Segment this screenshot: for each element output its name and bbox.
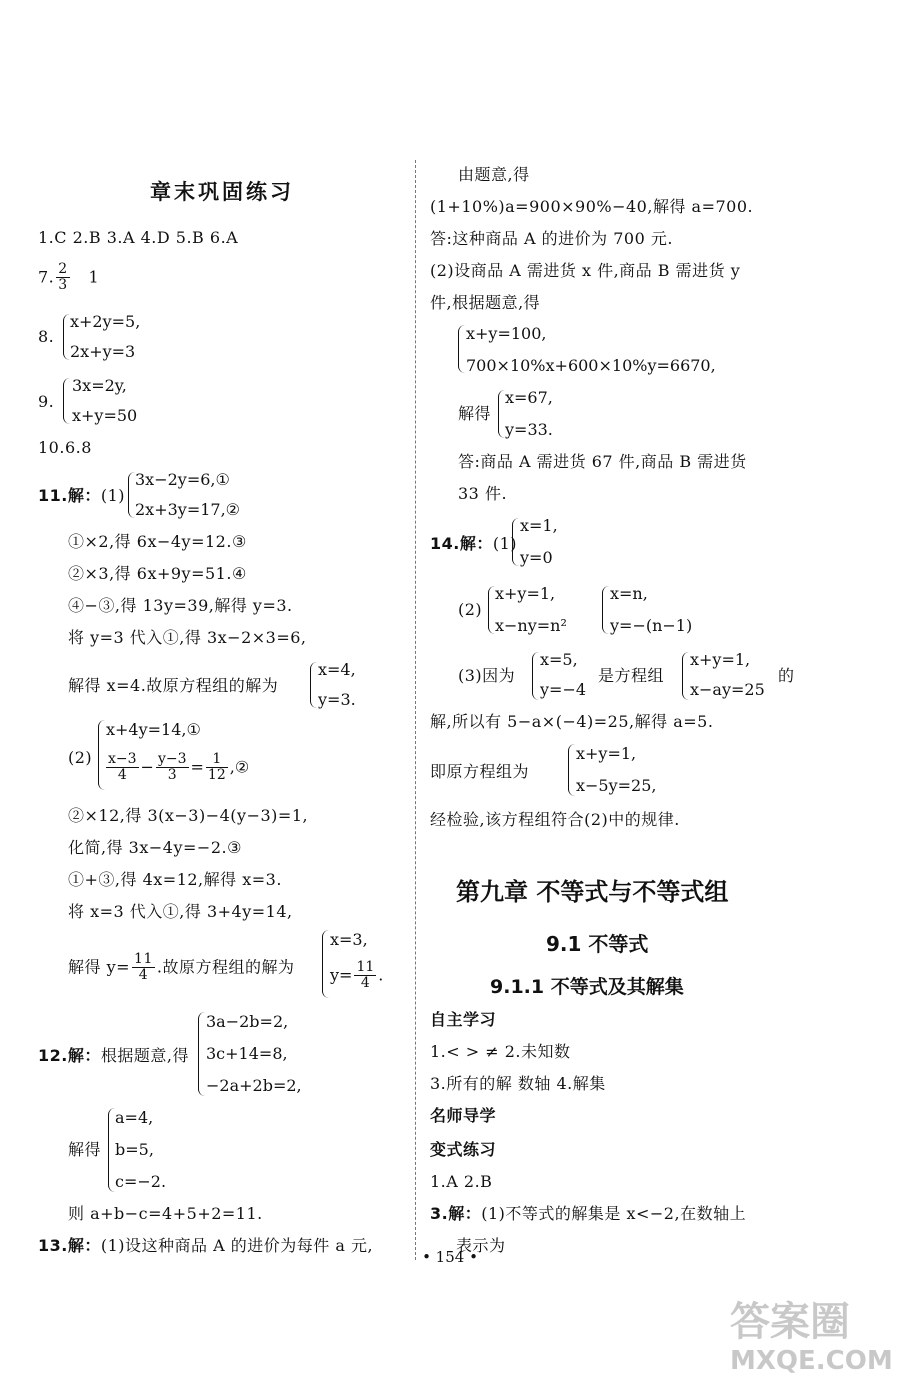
solution-13-row2: y=33. <box>505 420 553 439</box>
text-line: 即原方程组为 <box>430 762 530 781</box>
text-line: 解得 <box>458 404 492 423</box>
text-line: 33 件. <box>458 484 508 503</box>
solution-11-2-row1: x=3, <box>330 930 368 949</box>
solution-11-2-row2: y= $\frac{11}{4}$ . <box>330 959 384 992</box>
system-12-row1: 3a−2b=2, <box>206 1012 289 1031</box>
solution-14-1-row1: x=1, <box>520 516 558 535</box>
solution-12-row2: b=5, <box>115 1140 154 1159</box>
text-line: 1.A 2.B <box>430 1172 493 1191</box>
answer-11-head: 11.解：(1) <box>38 486 126 505</box>
step-line: 化简,得 3x−4y=−2.③ <box>68 838 242 857</box>
part-label: (2) <box>68 748 93 767</box>
brace <box>512 518 519 566</box>
page-number: • 154 • <box>422 1248 478 1266</box>
text-line: 经检验,该方程组符合(2)中的规律. <box>430 810 680 829</box>
step-line: ②×12,得 3(x−3)−4(y−3)=1, <box>68 806 309 825</box>
answer-12-head: 12.解：根据题意,得 <box>38 1046 189 1065</box>
solution-14-2-row1: x=n, <box>610 584 648 603</box>
system-11-2-row1: x+4y=14,① <box>106 720 201 739</box>
section-heading: 9.1 不等式 <box>546 932 649 956</box>
solution-11-1-row2: y=3. <box>318 690 356 709</box>
brace <box>682 652 689 700</box>
text-line: 件,根据题意,得 <box>430 293 541 312</box>
system-14-final-row2: x−5y=25, <box>576 776 657 795</box>
brace <box>498 390 505 438</box>
brace <box>108 1108 115 1192</box>
text-line: 答:商品 A 需进货 67 件,商品 B 需进货 <box>458 452 747 471</box>
brace <box>63 378 70 424</box>
solution-13-row1: x=67, <box>505 388 553 407</box>
system-14-2-row2: x−ny=n² <box>495 616 567 635</box>
system-12-row2: 3c+14=8, <box>206 1044 288 1063</box>
text-line: 是方程组 <box>598 666 665 685</box>
solution-12-row1: a=4, <box>115 1108 154 1127</box>
solution-14-3-row2: y=−4 <box>540 680 587 699</box>
system-11-2-row2: $\frac{x-3}{4}$ − $\frac{y-3}{3}$ = $\frac{1}{12}$ ,② <box>108 751 250 784</box>
step-line: 将 x=3 代入①,得 3+4y=14, <box>68 902 293 921</box>
system-13-row1: x+y=100, <box>466 324 547 343</box>
step-line: ①+③,得 4x=12,解得 x=3. <box>68 870 282 889</box>
answer-10: 10.6.8 <box>38 438 92 457</box>
system-14-3-row2: x−ay=25 <box>690 680 765 699</box>
step-line: 解得 <box>68 1140 102 1159</box>
brace <box>458 325 465 373</box>
text-line: 表示为 <box>456 1236 506 1255</box>
brace <box>322 930 329 998</box>
step-line: ①×2,得 6x−4y=12.③ <box>68 532 247 551</box>
text-line: 由题意,得 <box>458 165 530 184</box>
system-12-row3: −2a+2b=2, <box>206 1076 302 1095</box>
text-line: 1.< > ≠ 2.未知数 <box>430 1042 571 1061</box>
watermark-url: MXQE.COM <box>730 1346 893 1376</box>
brace <box>488 586 495 634</box>
text-line: 3.解：(1)不等式的解集是 x<−2,在数轴上 <box>430 1204 747 1223</box>
solution-14-2-row2: y=−(n−1) <box>610 616 693 635</box>
heading-teacher-guide: 名师导学 <box>430 1106 497 1125</box>
brace <box>602 586 609 634</box>
brace <box>532 652 539 700</box>
answer-7: 7. $\frac{2}{3}$ 1 <box>38 261 100 294</box>
subsection-heading: 9.1.1 不等式及其解集 <box>490 976 684 998</box>
step-line: 解得 y= $\frac{11}{4}$ .故原方程组的解为 <box>68 951 295 984</box>
text-line: (3)因为 <box>458 666 516 685</box>
chapter-title: 第九章 不等式与不等式组 <box>456 878 729 906</box>
solution-14-1-row2: y=0 <box>520 548 553 567</box>
system-9-row2: x+y=50 <box>72 406 138 425</box>
solution-12-row3: c=−2. <box>115 1172 167 1191</box>
text-line: 的 <box>778 666 795 685</box>
step-line: 解得 x=4.故原方程组的解为 <box>68 676 279 695</box>
brace <box>63 314 70 360</box>
brace <box>310 662 317 708</box>
system-13-row2: 700×10%x+600×10%y=6670, <box>466 356 716 375</box>
text-line: 解,所以有 5−a×(−4)=25,解得 a=5. <box>430 712 714 731</box>
section-title: 章末巩固练习 <box>150 180 294 204</box>
text-line: 3.所有的解 数轴 4.解集 <box>430 1074 606 1093</box>
part-label: (2) <box>458 600 483 619</box>
system-8-row1: x+2y=5, <box>70 312 141 331</box>
brace <box>128 472 135 518</box>
answer-13-head: 13.解：(1)设这种商品 A 的进价为每件 a 元, <box>38 1236 374 1255</box>
system-8-row2: 2x+y=3 <box>70 342 136 361</box>
step-line: ②×3,得 6x+9y=51.④ <box>68 564 247 583</box>
answer-14-head: 14.解：(1) <box>430 534 518 553</box>
system-14-final-row1: x+y=1, <box>576 744 637 763</box>
heading-variation-practice: 变式练习 <box>430 1140 497 1159</box>
answer-9-label: 9. <box>38 392 55 411</box>
solution-14-3-row1: x=5, <box>540 650 578 669</box>
text-line: (2)设商品 A 需进货 x 件,商品 B 需进货 y <box>430 261 741 280</box>
answer-8-label: 8. <box>38 327 55 346</box>
answers-1-6: 1.C 2.B 3.A 4.D 5.B 6.A <box>38 228 239 247</box>
heading-self-study: 自主学习 <box>430 1010 497 1029</box>
system-11-1-row1: 3x−2y=6,① <box>135 470 230 489</box>
step-line: 将 y=3 代入①,得 3x−2×3=6, <box>68 628 307 647</box>
text-line: (1+10%)a=900×90%−40,解得 a=700. <box>430 197 754 216</box>
system-14-2-row1: x+y=1, <box>495 584 556 603</box>
watermark-logo: 答案圈 <box>730 1299 850 1345</box>
system-9-row1: 3x=2y, <box>72 376 127 395</box>
column-divider <box>415 160 416 1260</box>
system-14-3-row1: x+y=1, <box>690 650 751 669</box>
solution-11-1-row1: x=4, <box>318 660 356 679</box>
text-line: 答:这种商品 A 的进价为 700 元. <box>430 229 673 248</box>
step-line: 则 a+b−c=4+5+2=11. <box>68 1204 263 1223</box>
system-11-1-row2: 2x+3y=17,② <box>135 500 241 519</box>
step-line: ④−③,得 13y=39,解得 y=3. <box>68 596 293 615</box>
brace <box>198 1012 205 1096</box>
brace <box>568 744 575 796</box>
